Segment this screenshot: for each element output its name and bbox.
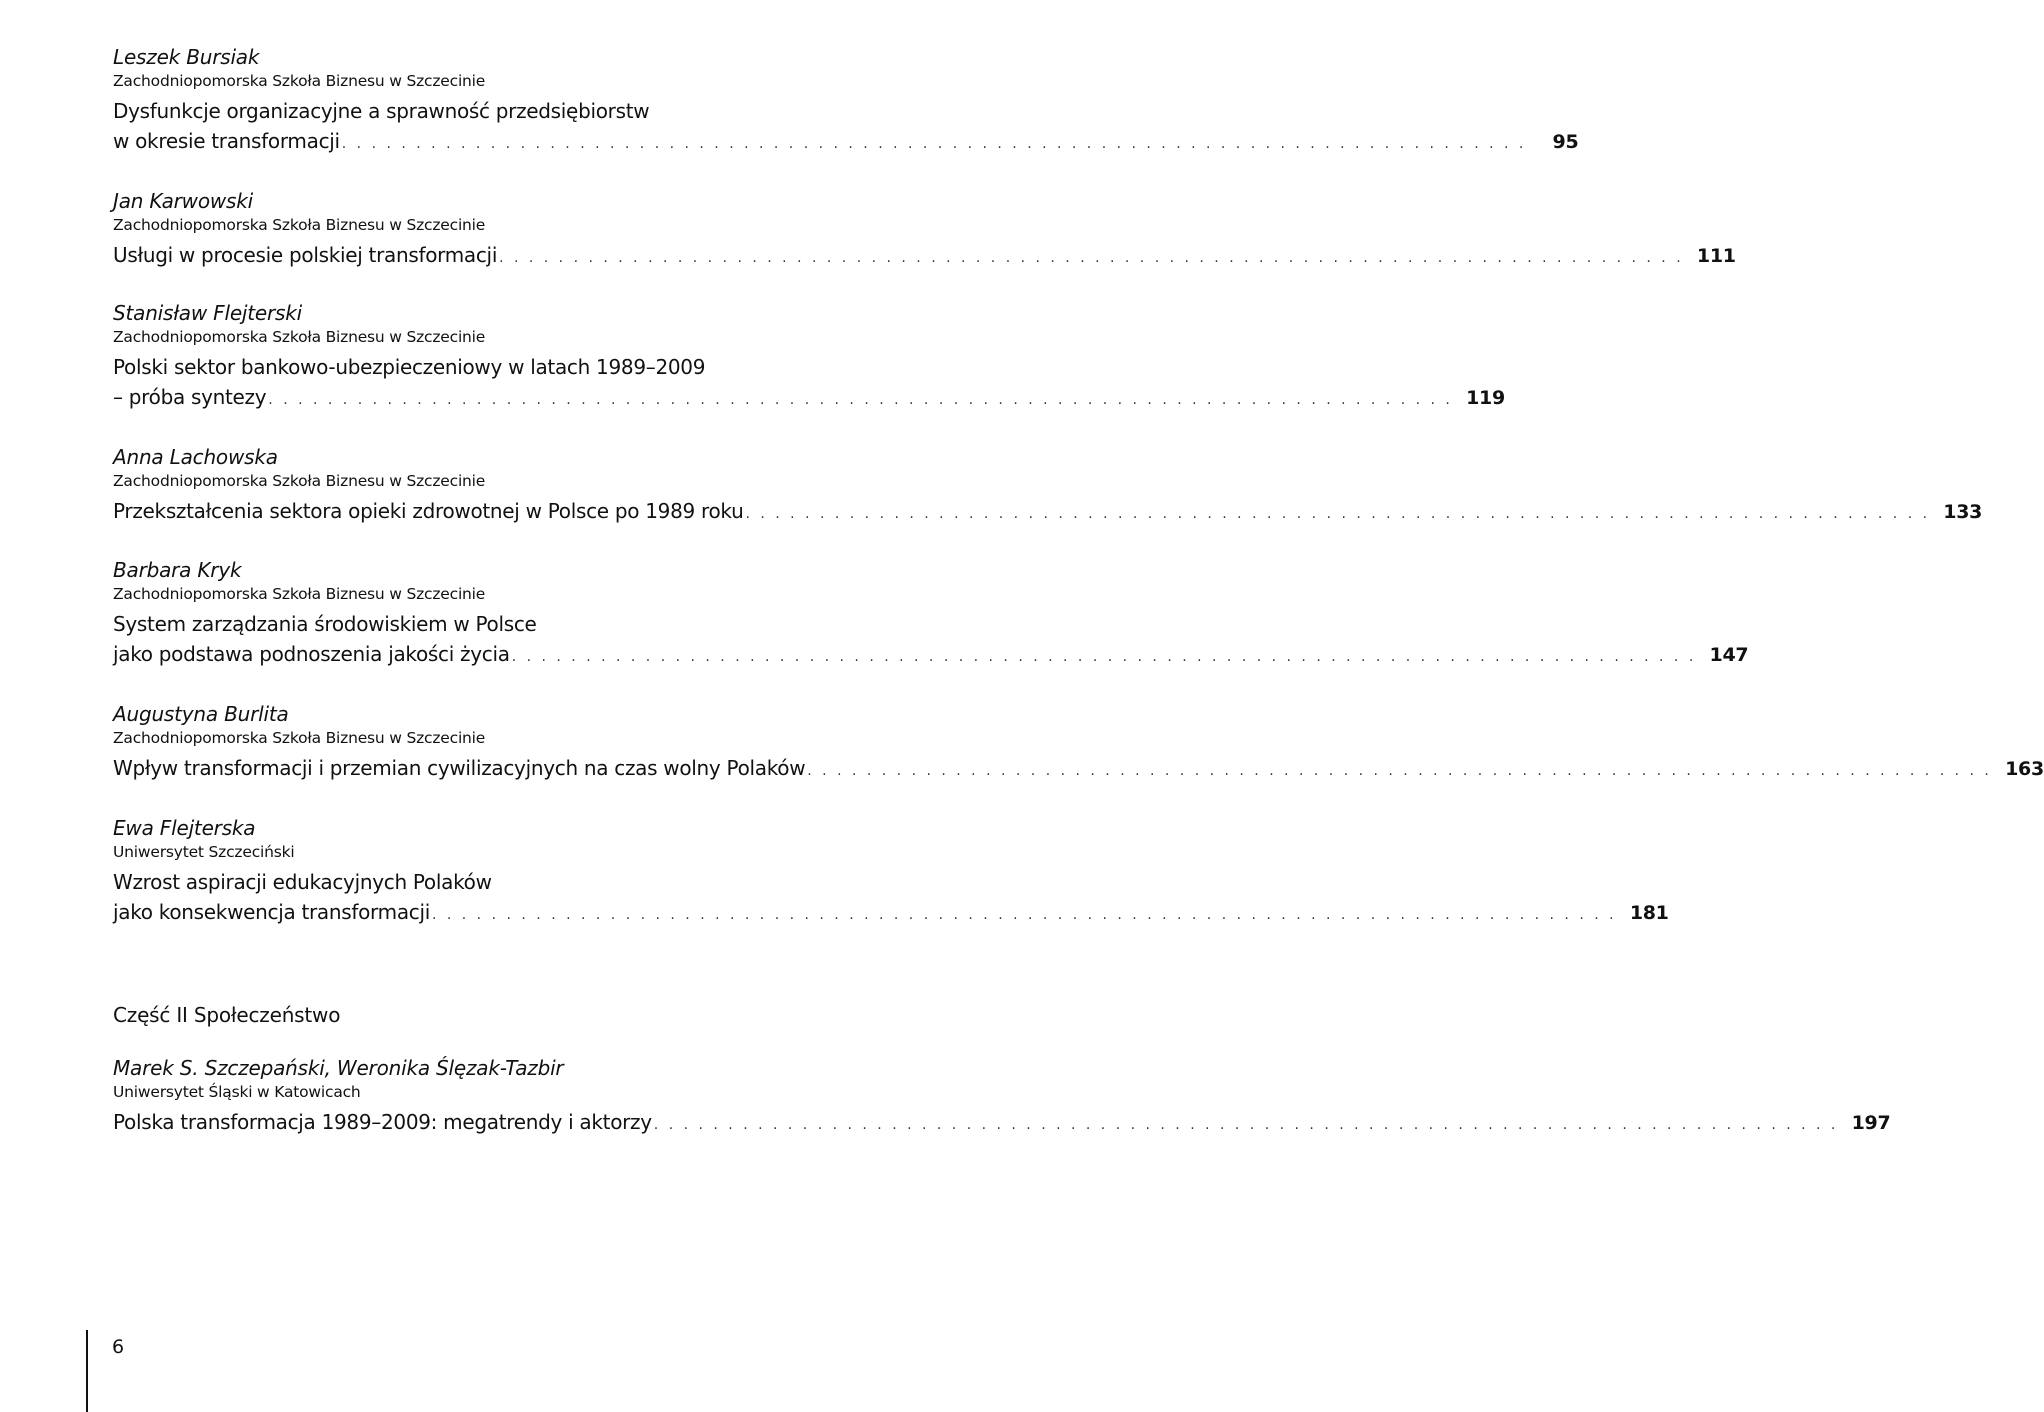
- entry-page-number: 181: [1629, 902, 1669, 924]
- entry-author: Jan Karwowski: [113, 189, 253, 213]
- entry-title-last-line: Polska transformacja 1989–2009: megatrendy i aktorzy: [113, 1110, 652, 1134]
- toc-entry: [113, 444, 1983, 529]
- leader-dots: . . . . . . . . . . . . . . . . . . . . . . . . . . . . . . . . . . . . . . . . . . . . . . . . . . . . . . . . . . . . . . . . . . . . . . . . . . . . . . . .: [511, 649, 1697, 665]
- entry-author: Marek S. Szczepański, Weronika Ślęzak-Tazbir: [113, 1056, 564, 1080]
- toc-entry: [113, 557, 1749, 672]
- entry-page-number: 147: [1709, 644, 1749, 666]
- entry-affiliation: Zachodniopomorska Szkoła Biznesu w Szczecinie: [113, 72, 486, 90]
- leader-dots: . . . . . . . . . . . . . . . . . . . . . . . . . . . . . . . . . . . . . . . . . . . . . . . . . . . . . . . . . . . . . . . . . . . . . . . . . . . . . . . .: [745, 506, 1931, 522]
- page-number: 6: [112, 1336, 125, 1358]
- leader-dots: . . . . . . . . . . . . . . . . . . . . . . . . . . . . . . . . . . . . . . . . . . . . . . . . . . . . . . . . . . . . . . . . . . . . . . . . . . . . . . . .: [341, 136, 1527, 152]
- entry-title-line: Wzrost aspiracji edukacyjnych Polaków: [113, 870, 492, 894]
- entry-title-line: System zarządzania środowiskiem w Polsce: [113, 612, 537, 636]
- entry-title-row: [113, 382, 1505, 415]
- entry-author: Leszek Bursiak: [113, 45, 260, 69]
- toc-entry: [113, 701, 2044, 786]
- entry-title-line: Polski sektor bankowo-ubezpieczeniowy w latach 1989–2009: [113, 355, 706, 379]
- entry-page-number: 197: [1851, 1112, 1891, 1134]
- toc-entry: [113, 815, 1669, 930]
- entry-author: Anna Lachowska: [113, 445, 278, 469]
- entry-author: Ewa Flejterska: [113, 816, 256, 840]
- entry-author: Barbara Kryk: [113, 558, 242, 582]
- entry-affiliation: Zachodniopomorska Szkoła Biznesu w Szczecinie: [113, 472, 486, 490]
- entry-title-last-line: w okresie transformacji: [113, 129, 340, 153]
- entry-title-last-line: Usługi w procesie polskiej transformacji: [113, 243, 498, 267]
- entry-affiliation: Zachodniopomorska Szkoła Biznesu w Szczecinie: [113, 216, 486, 234]
- margin-rule: [86, 1330, 88, 1412]
- entry-title-row: [113, 753, 2044, 786]
- entry-page-number: 95: [1552, 131, 1579, 153]
- entry-title-row: [113, 496, 1983, 529]
- entry-title-row: [113, 639, 1749, 672]
- toc-entry: [113, 188, 1736, 273]
- entry-page-number: 111: [1696, 245, 1736, 267]
- entry-title-last-line: jako konsekwencja transformacji: [113, 900, 430, 924]
- entry-affiliation: Zachodniopomorska Szkoła Biznesu w Szczecinie: [113, 729, 486, 747]
- leader-dots: . . . . . . . . . . . . . . . . . . . . . . . . . . . . . . . . . . . . . . . . . . . . . . . . . . . . . . . . . . . . . . . . . . . . . . . . . . . . . . . .: [431, 907, 1617, 923]
- leader-dots: . . . . . . . . . . . . . . . . . . . . . . . . . . . . . . . . . . . . . . . . . . . . . . . . . . . . . . . . . . . . . . . . . . . . . . . . . . . . . . . .: [268, 392, 1453, 408]
- entry-page-number: 119: [1466, 387, 1505, 409]
- entry-title-row: [113, 240, 1736, 273]
- entry-title-last-line: Wpływ transformacji i przemian cywilizacyjnych na czas wolny Polaków: [113, 756, 806, 780]
- entry-affiliation: Uniwersytet Śląski w Katowicach: [113, 1083, 361, 1101]
- entry-author: Stanisław Flejterski: [113, 301, 303, 325]
- entry-page-number: 163: [2005, 758, 2044, 780]
- entry-author: Augustyna Burlita: [113, 702, 289, 726]
- leader-dots: . . . . . . . . . . . . . . . . . . . . . . . . . . . . . . . . . . . . . . . . . . . . . . . . . . . . . . . . . . . . . . . . . . . . . . . . . . . . . . . .: [807, 763, 1992, 779]
- entry-affiliation: Zachodniopomorska Szkoła Biznesu w Szczecinie: [113, 328, 486, 346]
- entry-title-row: [113, 126, 1579, 159]
- toc-entry: [113, 44, 1579, 159]
- entry-title-row: [113, 1107, 1891, 1140]
- entry-title-last-line: Przekształcenia sektora opieki zdrowotnej w Polsce po 1989 roku: [113, 499, 744, 523]
- leader-dots: . . . . . . . . . . . . . . . . . . . . . . . . . . . . . . . . . . . . . . . . . . . . . . . . . . . . . . . . . . . . . . . . . . . . . . . . . . . . . . . .: [499, 250, 1684, 266]
- entry-title-last-line: jako podstawa podnoszenia jakości życia: [113, 642, 510, 666]
- entry-affiliation: Uniwersytet Szczeciński: [113, 843, 295, 861]
- leader-dots: . . . . . . . . . . . . . . . . . . . . . . . . . . . . . . . . . . . . . . . . . . . . . . . . . . . . . . . . . . . . . . . . . . . . . . . . . . . . . . . .: [653, 1117, 1839, 1133]
- section-heading: Część II Społeczeństwo: [113, 1003, 341, 1027]
- entry-page-number: 133: [1943, 501, 1983, 523]
- toc-entry: [113, 300, 1505, 415]
- toc-entry: [113, 1055, 1891, 1140]
- entry-title-line: Dysfunkcje organizacyjne a sprawność przedsiębiorstw: [113, 99, 650, 123]
- entry-title-row: [113, 897, 1669, 930]
- entry-title-last-line: – próba syntezy: [113, 385, 267, 409]
- entry-affiliation: Zachodniopomorska Szkoła Biznesu w Szczecinie: [113, 585, 486, 603]
